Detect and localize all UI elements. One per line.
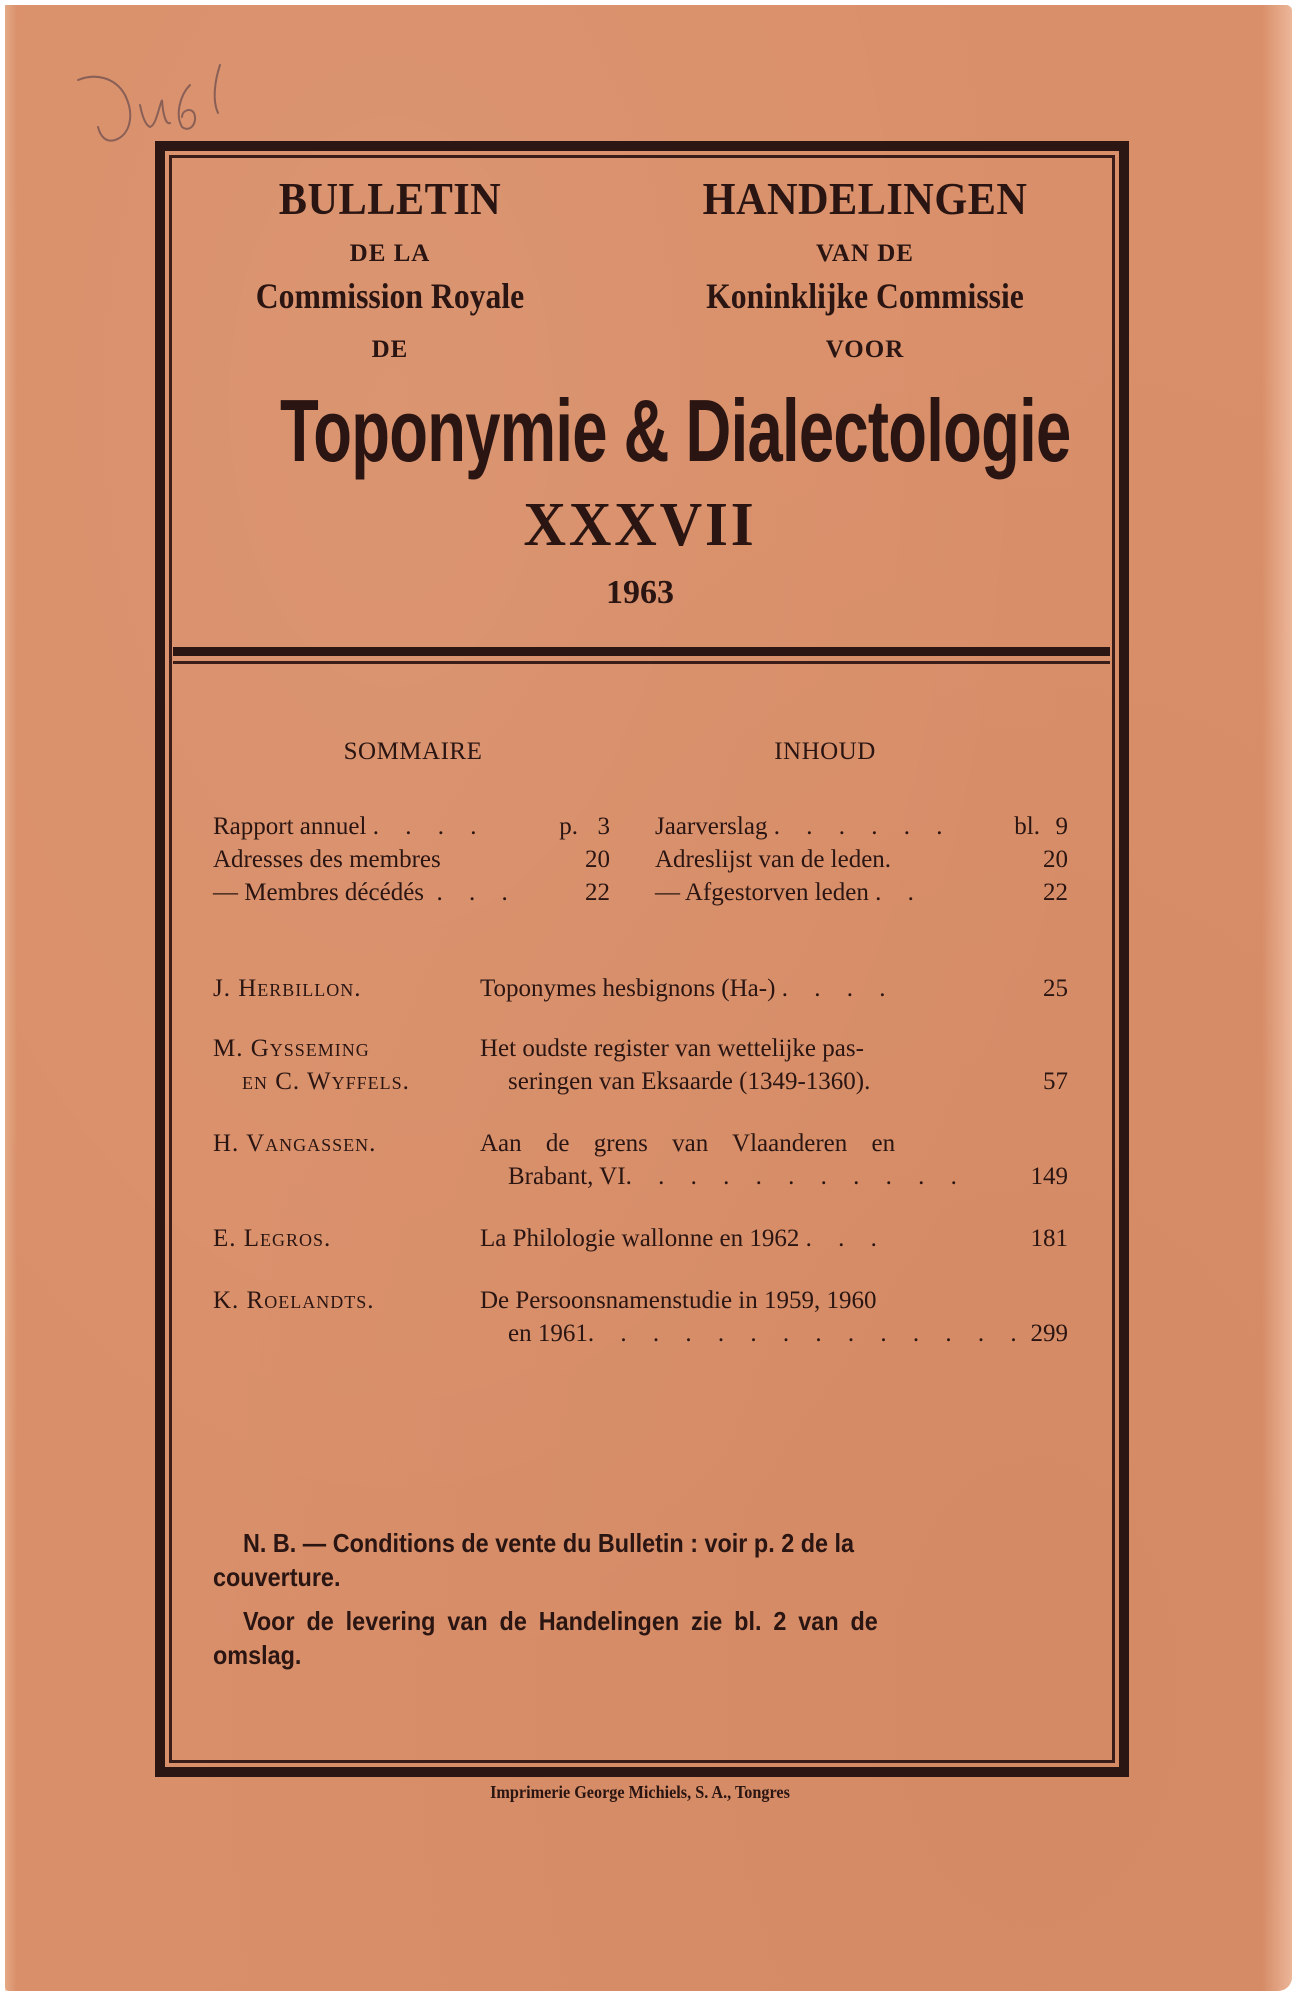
toc-fr-row: Rapport annuel . . . . p. 3 (213, 813, 610, 840)
header-left-bulletin: BULLETIN (278, 173, 502, 224)
article-author: M. Gysseming (213, 1035, 370, 1062)
article-author: K. Roelandts. (213, 1287, 375, 1314)
article-page: 299 (1030, 1320, 1068, 1347)
article-title-continued: Brabant, VI. . . . . . . . . . . (508, 1163, 967, 1190)
note-dutch-line2: omslag. (213, 1640, 302, 1670)
toc-nl-row: Jaarverslag . . . . . . bl. 9 (655, 813, 1068, 840)
toc-heading-inhoud: INHOUD (774, 738, 876, 765)
header-right-van-de: VAN DE (816, 240, 914, 267)
printer-imprint: Imprimerie George Michiels, S. A., Tongres (490, 1782, 790, 1802)
article-page: 25 (1043, 975, 1068, 1002)
article-title: Het oudste register van wettelijke pas- (480, 1035, 864, 1062)
article-author: J. Herbillon. (213, 975, 362, 1002)
article-row (213, 1287, 1068, 1357)
note-french-line2: couverture. (213, 1562, 341, 1592)
toc-heading-sommaire: SOMMAIRE (343, 738, 483, 765)
article-author: E. Legros. (213, 1225, 332, 1252)
article-title: La Philologie wallonne en 1962 . . . (480, 1225, 887, 1252)
handwritten-pencil-mark (70, 55, 250, 155)
header-left-de: DE (371, 336, 409, 363)
volume-number: XXXVII (523, 491, 757, 559)
article-title: De Persoonsnamenstudie in 1959, 1960 (480, 1287, 877, 1314)
article-author: H. Vangassen. (213, 1130, 377, 1157)
article-title-continued: seringen van Eksaarde (1349-1360). (508, 1068, 871, 1095)
article-row (213, 1130, 1068, 1200)
header-left-de-la: DE LA (349, 240, 431, 267)
article-coauthor: en C. Wyffels. (242, 1068, 410, 1095)
article-title: Aan de grens van Vlaanderen en (480, 1130, 896, 1157)
article-row (213, 1035, 1068, 1105)
publication-year: 1963 (606, 574, 674, 611)
header-right-voor: VOOR (825, 336, 905, 363)
note-french-line1: N. B. — Conditions de vente du Bulletin : voir p. 2 de la (243, 1528, 855, 1558)
header-divider-thin (173, 661, 1110, 664)
article-title-continued: en 1961. . . . . . . . . . . . . . (508, 1320, 1027, 1347)
toc-nl-row: — Afgestorven leden . . 22 (655, 879, 1068, 906)
article-title: Toponymes hesbignons (Ha-) . . . . (480, 975, 896, 1002)
header-right-handelingen: HANDELINGEN (702, 173, 1028, 224)
header-right-koninklijke-commissie: Koninklijke Commissie (706, 276, 1024, 316)
note-dutch-line1: Voor de levering van de Handelingen zie bl. 2 van de (243, 1606, 878, 1636)
article-page: 149 (1030, 1163, 1068, 1190)
toc-nl-row: Adreslijst van de leden. 20 (655, 846, 1068, 873)
paper-edge-right (1262, 5, 1292, 1991)
journal-title: Toponymie & Dialectologie (280, 381, 1071, 480)
toc-fr-row: — Membres décédés . . . 22 (213, 879, 610, 906)
article-page: 181 (1030, 1225, 1068, 1252)
toc-fr-row: Adresses des membres 20 (213, 846, 610, 873)
header-left-commission-royale: Commission Royale (255, 276, 525, 316)
paper-edge-left (5, 5, 17, 1991)
article-page: 57 (1043, 1068, 1068, 1095)
header-divider-thick (173, 647, 1110, 656)
